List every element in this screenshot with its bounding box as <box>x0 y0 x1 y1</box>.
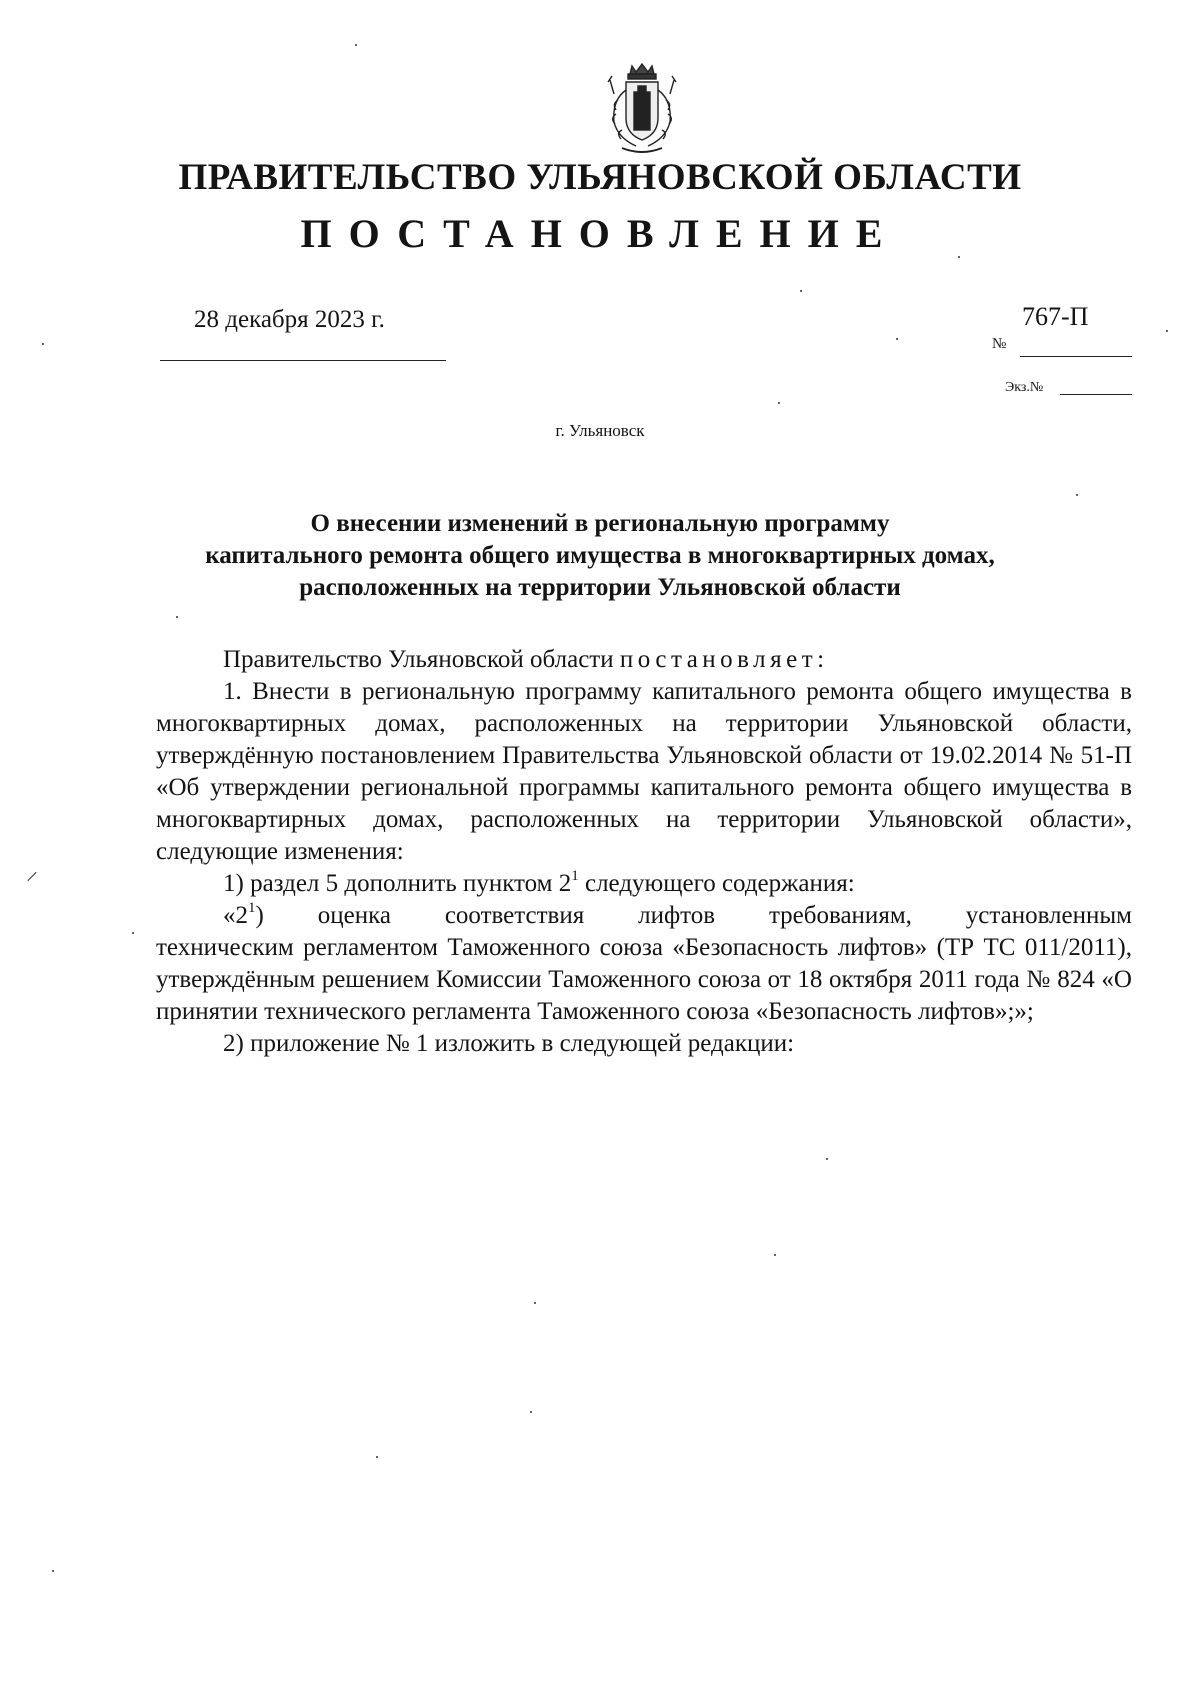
quote-open: «2 <box>223 902 248 929</box>
subject-line: капитального ремонта общего имущества в многоквартирных домах, <box>205 542 995 569</box>
scan-speck <box>1166 330 1168 332</box>
document-date: 28 декабря 2023 г. <box>194 306 385 333</box>
margin-tick-mark <box>27 872 36 881</box>
quote-first-text: ) оценка соответствия лифтов требованиям, установленным <box>255 902 1132 929</box>
quote-rest: техническим регламентом Таможенного союза «Безопасность лифтов» (ТР ТС 011/2011), утверждённым решением Комиссии Таможенного союза от 18 октября 2011 года № 824 «О принятии технического регламента Таможенного союза «Безопасность лифтов»;»; <box>156 934 1132 1025</box>
document-subject <box>100 508 1100 604</box>
item1-text: 1) раздел 5 дополнить пунктом 2 <box>223 870 572 897</box>
document-number: 767-П <box>1022 302 1089 331</box>
quote-first-line <box>156 900 1132 932</box>
city-name: г. Ульяновск <box>555 421 645 440</box>
scan-speck <box>132 932 134 934</box>
scan-speck <box>376 1456 378 1458</box>
scan-speck <box>355 44 357 46</box>
subject-line: О внесении изменений в региональную программу <box>310 510 890 537</box>
intro-verb: постановляет: <box>619 646 829 673</box>
scan-speck <box>530 1411 532 1413</box>
copy-number-label: Экз.№ <box>1005 380 1044 395</box>
scan-speck <box>774 1254 776 1256</box>
number-sign-label: № <box>992 336 1007 352</box>
item1-superscript: 1 <box>571 867 579 884</box>
paragraph-1: 1. Внести в региональную программу капитального ремонта общего имущества в многоквартирных домах, расположенных на территории Ульяновской области, утверждённую постановлением Правительства Ульяновской области от 19.02.2014 № 51-П «Об утверждении региональной программы капитального ремонта общего имущества в многоквартирных домах, расположенных на территории Ульяновской области», следующие изменения: <box>156 678 1132 865</box>
scan-speck <box>800 290 802 292</box>
document-type-heading: ПОСТАНОВЛЕНИЕ <box>300 211 900 256</box>
date-underline <box>160 360 446 361</box>
scan-speck <box>896 338 898 340</box>
coat-of-arms-emblem <box>592 60 692 160</box>
item1-text-end: следующего содержания: <box>578 870 855 897</box>
scan-speck <box>958 256 960 258</box>
scan-speck <box>42 343 44 345</box>
document-body <box>156 644 1132 1060</box>
scan-speck <box>1076 494 1078 496</box>
government-title: ПРАВИТЕЛЬСТВО УЛЬЯНОВСКОЙ ОБЛАСТИ <box>178 157 1022 198</box>
scan-speck <box>52 1570 54 1572</box>
scan-speck <box>826 1158 828 1160</box>
list-item-2: 2) приложение № 1 изложить в следующей редакции: <box>223 1030 795 1057</box>
scan-speck <box>778 402 780 404</box>
resolution-intro <box>156 644 1132 676</box>
subject-line: расположенных на территории Ульяновской области <box>299 574 901 601</box>
scan-speck <box>176 616 178 618</box>
quoted-amendment <box>156 900 1132 1028</box>
number-underline <box>1020 356 1132 357</box>
copy-number-underline <box>1060 394 1132 395</box>
scan-speck <box>534 1302 536 1304</box>
intro-lead: Правительство Ульяновской области <box>223 646 614 673</box>
list-item-1 <box>156 868 1132 900</box>
quote-superscript: 1 <box>248 899 256 916</box>
